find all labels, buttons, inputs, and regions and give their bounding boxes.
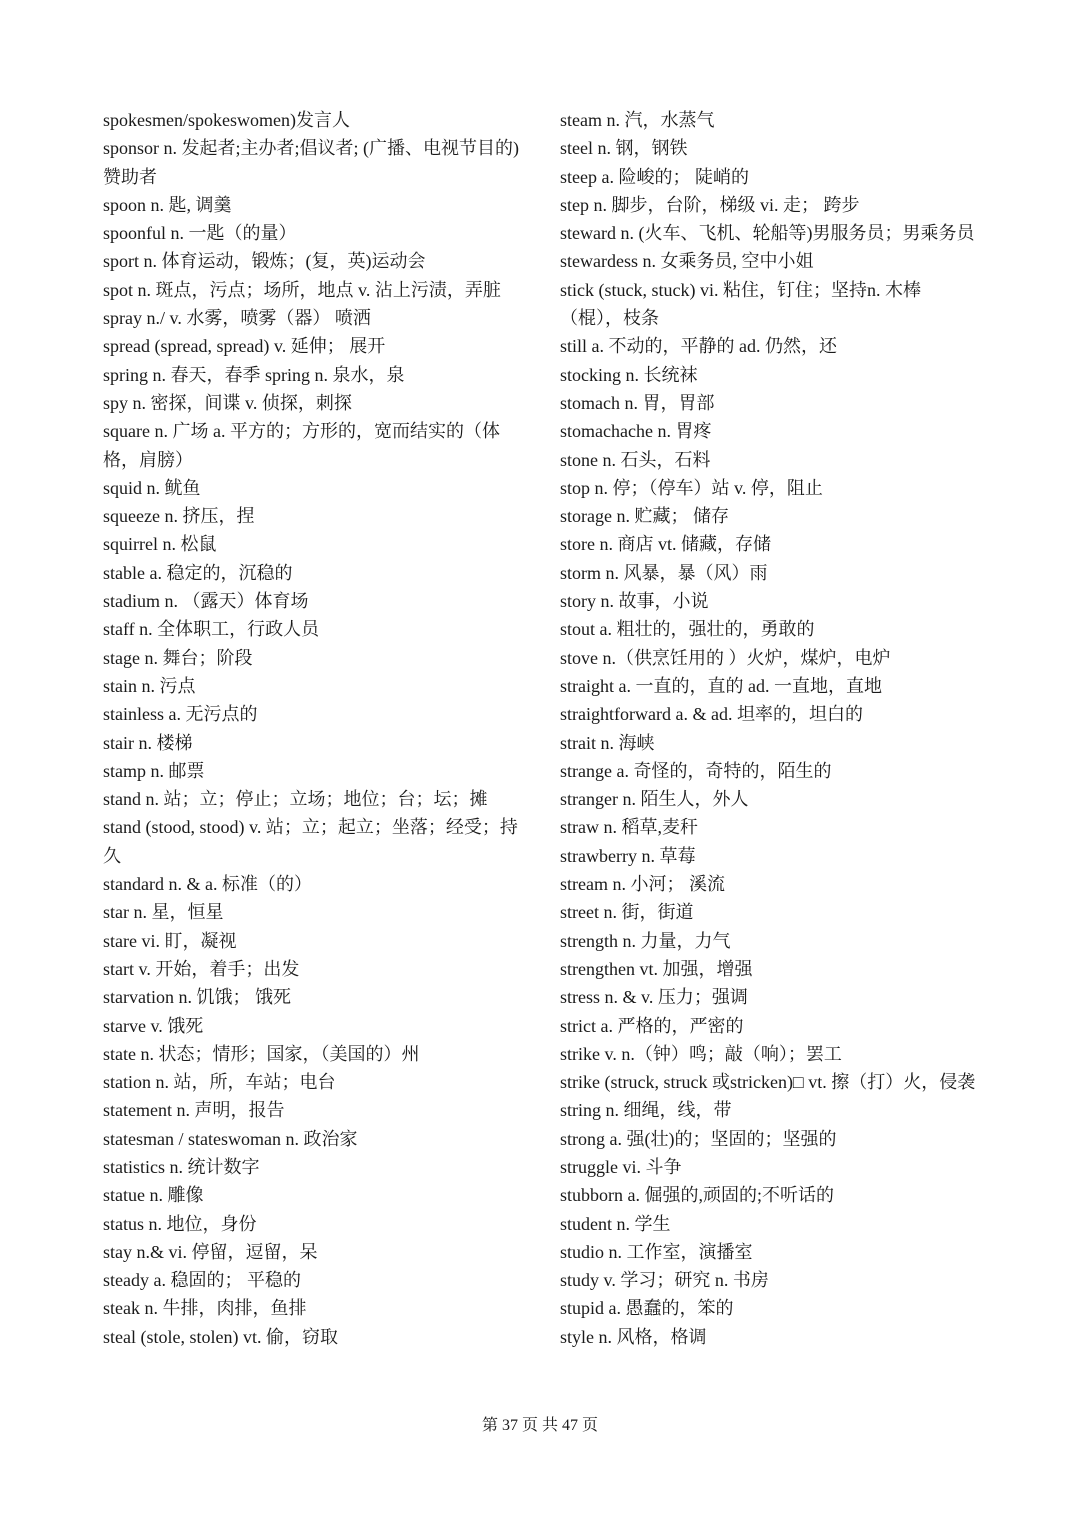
vocab-entry: storage n. 贮藏； 储存 (560, 506, 729, 527)
vocab-entry: strawberry n. 草莓 (560, 845, 696, 866)
vocab-entry: sport n. 体育运动，锻炼；(复，英)运动会 (103, 251, 426, 272)
vocab-entry: strait n. 海峡 (560, 732, 655, 753)
vocab-entry: spot n. 斑点，污点；场所，地点 v. 沾上污渍，弄脏 (103, 279, 501, 300)
vocab-entry: stress n. & v. 压力；强调 (560, 987, 748, 1008)
vocab-entry: stadium n. （露天）体育场 (103, 591, 309, 612)
vocab-entry: student n. 学生 (560, 1213, 671, 1234)
vocab-entry: stomachache n. 胃疼 (560, 421, 712, 442)
vocab-entry: string n. 细绳，线，带 (560, 1100, 732, 1121)
vocab-entry: strike v. n.（钟）鸣；敲（响）；罢工 (560, 1043, 842, 1064)
vocab-entry: starvation n. 饥饿； 饿死 (103, 987, 291, 1008)
vocab-entry: strange a. 奇怪的，奇特的，陌生的 (560, 760, 832, 781)
vocab-entry: spokesmen/spokeswomen)发言人 (103, 110, 350, 130)
vocab-entry: strike (struck, struck 或stricken)□ vt. 擦（打）火，侵袭 (560, 1072, 976, 1093)
vocab-entry: storm n. 风暴，暴（风）雨 (560, 562, 768, 583)
vocab-entry: still a. 不动的，平静的 ad. 仍然，还 (560, 336, 837, 357)
vocab-entry: station n. 站，所，车站；电台 (103, 1072, 336, 1093)
vocab-entry: stocking n. 长统袜 (560, 364, 698, 385)
vocab-entry: spoonful n. 一匙（的量） (103, 223, 297, 244)
page-footer: 第 37 页 共 47 页 (481, 1417, 598, 1434)
vocab-entry: steep a. 险峻的； 陡峭的 (560, 166, 749, 187)
vocab-entry: stable a. 稳定的，沉稳的 (103, 562, 293, 583)
vocab-entry: stay n.& vi. 停留，逗留，呆 (103, 1241, 318, 1262)
vocab-entry: steel n. 钢，钢铁 (560, 138, 688, 159)
vocab-entry: stain n. 污点 (103, 675, 196, 696)
vocab-entry: style n. 风格，格调 (560, 1326, 707, 1347)
vocab-entry: studio n. 工作室，演播室 (560, 1241, 753, 1262)
vocab-entry: stop n. 停；（停车）站 v. 停，阻止 (560, 477, 823, 498)
vocab-entry: stand n. 站；立；停止；立场；地位；台；坛；摊 (103, 789, 488, 810)
vocab-entry: spray n./ v. 水雾，喷雾（器） 喷洒 (103, 308, 371, 329)
vocab-entry: study v. 学习；研究 n. 书房 (560, 1270, 769, 1291)
vocab-entry: stage n. 舞台；阶段 (103, 647, 253, 668)
vocab-entry: steal (stole, stolen) vt. 偷，窃取 (103, 1326, 338, 1347)
vocab-entry: stupid a. 愚蠢的，笨的 (560, 1298, 734, 1319)
vocab-entry: strength n. 力量，力气 (560, 930, 731, 951)
vocab-entry: steam n. 汽，水蒸气 (560, 110, 715, 130)
vocab-entry: star n. 星，恒星 (103, 902, 224, 923)
vocab-entry: straw n. 稻草,麦秆 (560, 817, 698, 838)
vocab-entry: squeeze n. 挤压，捏 (103, 506, 255, 527)
vocab-entry: spread (spread, spread) v. 延伸； 展开 (103, 336, 386, 357)
vocab-entry: spoon n. 匙, 调羹 (103, 194, 232, 215)
vocab-entry: strong a. 强(壮)的；坚固的；坚强的 (560, 1128, 837, 1149)
vocab-entry: straightforward a. & ad. 坦率的，坦白的 (560, 704, 863, 725)
vocab-entry: sponsor n. 发起者;主办者;倡议者; (广播、电视节目的)赞助者 (103, 138, 519, 187)
vocab-entry: steady a. 稳固的； 平稳的 (103, 1270, 301, 1291)
vocab-entry: struggle vi. 斗争 (560, 1156, 682, 1177)
vocab-entry: square n. 广场 a. 平方的；方形的，宽而结实的（体格，肩膀） (103, 421, 500, 470)
vocab-entry: spring n. 春天，春季 spring n. 泉水，泉 (103, 364, 405, 385)
vocab-entry: stand (stood, stood) v. 站；立；起立；坐落；经受；持久 (103, 817, 518, 866)
vocab-entry: spy n. 密探，间谍 v. 侦探，刺探 (103, 392, 352, 413)
vocab-entry: squirrel n. 松鼠 (103, 534, 217, 555)
vocab-entry: stranger n. 陌生人，外人 (560, 789, 749, 810)
vocab-entry: strict a. 严格的，严密的 (560, 1015, 744, 1036)
vocab-entry: street n. 街，街道 (560, 902, 694, 923)
vocab-entry: step n. 脚步，台阶，梯级 vi. 走； 跨步 (560, 194, 860, 215)
vocab-entry: stone n. 石头，石料 (560, 449, 711, 470)
vocab-entry: stick (stuck, stuck) vi. 粘住，钉住；坚持n. 木棒（棍），枝条 (560, 279, 921, 329)
vocab-entry: statement n. 声明，报告 (103, 1100, 285, 1121)
left-column (103, 106, 523, 1351)
vocab-entry: steward n. (火车、飞机、轮船等)男服务员；男乘务员 (560, 223, 975, 244)
vocab-entry: staff n. 全体职工，行政人员 (103, 619, 320, 640)
vocab-entry: straight a. 一直的，直的 ad. 一直地，直地 (560, 675, 882, 696)
vocab-entry: squid n. 鱿鱼 (103, 477, 201, 498)
vocab-entry: story n. 故事，小说 (560, 591, 709, 612)
vocab-entry: store n. 商店 vt. 储藏，存储 (560, 534, 771, 555)
vocab-entry: stewardess n. 女乘务员, 空中小姐 (560, 251, 814, 272)
vocab-entry: statue n. 雕像 (103, 1185, 204, 1206)
vocab-entry: strengthen vt. 加强，增强 (560, 958, 753, 979)
vocab-entry: stout a. 粗壮的，强壮的，勇敢的 (560, 619, 815, 640)
vocab-entry: stainless a. 无污点的 (103, 704, 258, 725)
right-column (560, 106, 980, 1351)
vocab-entry: statistics n. 统计数字 (103, 1156, 260, 1177)
vocab-entry: stare vi. 盯，凝视 (103, 930, 237, 951)
vocab-entry: stomach n. 胃，胃部 (560, 392, 715, 413)
vocab-entry: statesman / stateswoman n. 政治家 (103, 1128, 358, 1149)
vocab-entry: stair n. 楼梯 (103, 732, 193, 753)
vocab-entry: stove n.（供烹饪用的 ）火炉，煤炉，电炉 (560, 647, 891, 668)
vocab-entry: stream n. 小河； 溪流 (560, 874, 725, 895)
vocab-entry: state n. 状态；情形；国家，（美国的）州 (103, 1043, 420, 1064)
vocab-entry: stubborn a. 倔强的,顽固的;不听话的 (560, 1185, 834, 1206)
vocab-entry: stamp n. 邮票 (103, 760, 205, 781)
vocab-entry: standard n. & a. 标准（的） (103, 874, 312, 895)
vocab-entry: status n. 地位，身份 (103, 1213, 257, 1234)
vocab-entry: start v. 开始，着手；出发 (103, 958, 300, 979)
vocab-entry: starve v. 饿死 (103, 1015, 204, 1036)
vocab-entry: steak n. 牛排，肉排，鱼排 (103, 1298, 307, 1319)
